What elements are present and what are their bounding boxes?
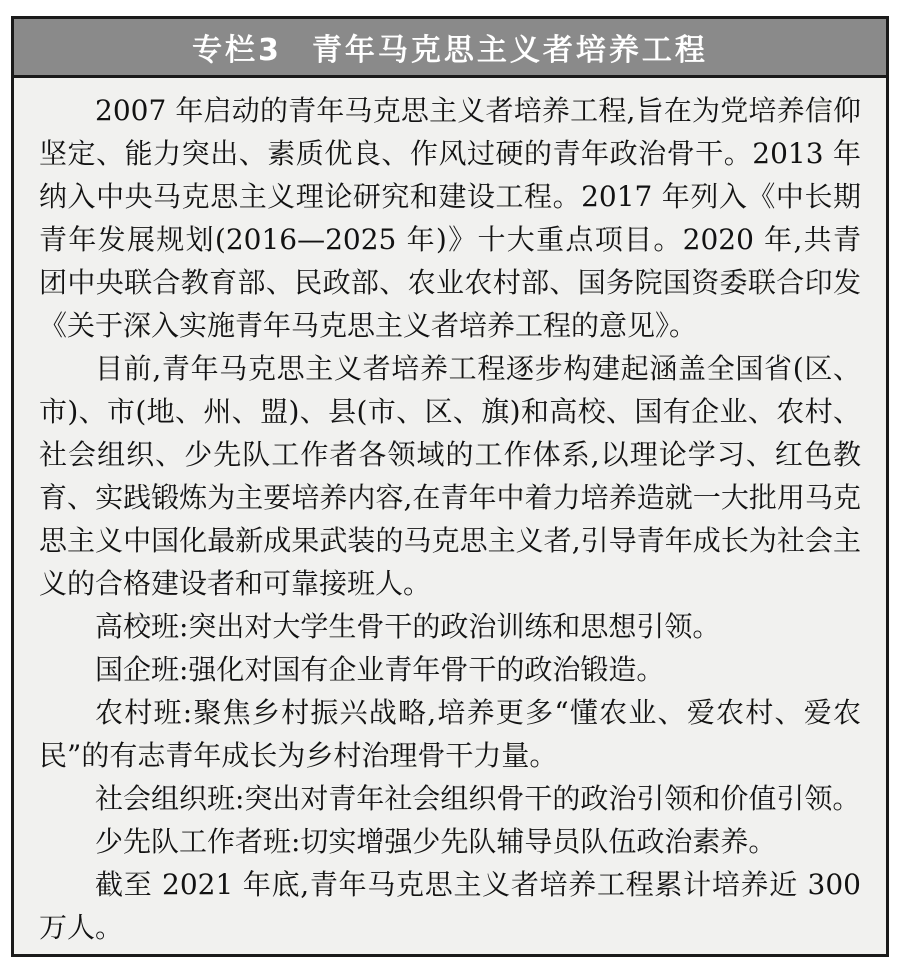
panel-header	[14, 19, 886, 78]
paragraph-program-history: 2007 年启动的青年马克思主义者培养工程,旨在为党培养信仰坚定、能力突出、素质优良、作风过硬的青年政治骨干。2013 年纳入中央马克思主义理论研究和建设工程。2017 年列入《中长期青年发展规划(2016—2025 年)》十大重点项目。2020 年,共青团中央联合教育部、民政部、农业农村部、国务院国资委联合印发《关于深入实施青年马克思主义者培养工程的意见》。	[39, 94, 861, 342]
paragraph-work-system: 目前,青年马克思主义者培养工程逐步构建起涵盖全国省(区、市)、市(地、州、盟)、县(市、区、旗)和高校、国有企业、农村、社会组织、少先队工作者各领域的工作体系,以理论学习、红色教育、实践锻炼为主要培养内容,在青年中着力培养造就一大批用马克思主义中国化最新成果武装的马克思主义者,引导青年成长为社会主义的合格建设者和可靠接班人。	[39, 352, 861, 600]
panel-body	[14, 78, 886, 949]
paragraph-young-pioneers-class: 少先队工作者班:切实增强少先队辅导员队伍政治素养。	[95, 825, 777, 858]
paragraph-soe-class: 国企班:强化对国有企业青年骨干的政治锻造。	[95, 653, 665, 686]
panel-label: 专栏3	[192, 33, 282, 68]
panel-title: 青年马克思主义者培养工程	[311, 33, 708, 68]
paragraph-total-trained: 截至 2021 年底,青年马克思主义者培养工程累计培养近 300 万人。	[39, 868, 861, 944]
paragraph-social-org-class: 社会组织班:突出对青年社会组织骨干的政治引领和价值引领。	[95, 782, 861, 815]
paragraph-rural-class: 农村班:聚焦乡村振兴战略,培养更多“懂农业、爱农村、爱农民”的有志青年成长为乡村治理骨干力量。	[39, 696, 861, 772]
column-panel	[11, 16, 889, 957]
paragraph-university-class: 高校班:突出对大学生骨干的政治训练和思想引领。	[95, 610, 721, 643]
